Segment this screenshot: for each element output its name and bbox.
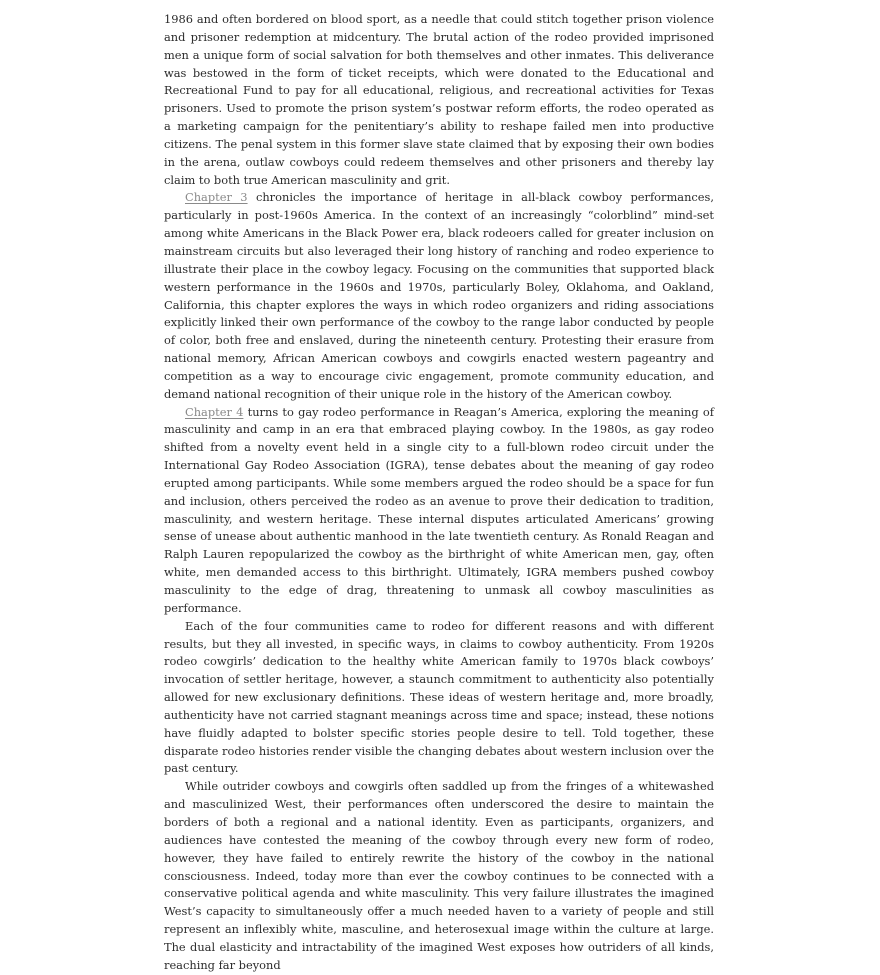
chapter-3-link[interactable]: Chapter 3 bbox=[185, 190, 248, 205]
paragraph-text: chronicles the importance of heritage in all-black cowboy performances, particularly in post-1960s America. In the context of an increasingly “colorblind” mind-set among white Americans in the Black Power era, black rodeoers called for greater inclusion on mainstream circuits but also leveraged their long history of ranching and rodeo experience to illustrate their place in the cowboy legacy. Focusing on the communities that supported black western performance in the 1960s and 1970s, particularly Boley, Oklahoma, and Oakland, California, this chapter explores the ways in which rodeo organizers and riding associations explicitly linked their own performance of the cowboy to the range labor conducted by people of color, both free and enslaved, during the nineteenth century. Protesting their erasure from national memory, African American cowboys and cowgirls enacted western pageantry and competition as a way to encourage civic engagement, promote community education, and demand national recognition of their unique role in the history of the American cowboy. bbox=[164, 190, 714, 401]
paragraph-prison-rodeo bbox=[164, 11, 714, 189]
chapter-4-link[interactable]: Chapter 4 bbox=[185, 404, 244, 419]
paragraph-chapter-4 bbox=[164, 404, 714, 618]
paragraph-chapter-3 bbox=[164, 189, 714, 403]
paragraph-outrider-cowboys bbox=[164, 778, 714, 974]
paragraph-text: Each of the four communities came to rodeo for different reasons and with different results, but they all invested, in specific ways, in claims to cowboy authenticity. From 1920s rodeo cowgirls’ dedication to the healthy white American family to 1970s black cowboys’ invocation of settler heritage, however, a staunch commitment to authenticity also potentially allowed for new exclusionary definitions. These ideas of western heritage and, more broadly, authenticity have not carried stagnant meanings across time and space; instead, these notions have fluidly adapted to bolster specific stories people desire to tell. Told together, these disparate rodeo histories render visible the changing debates about western inclusion over the past century. bbox=[164, 618, 715, 776]
paragraph-text: 1986 and often bordered on blood sport, as a needle that could stitch together prison violence and prisoner redemption at midcentury. The brutal action of the rodeo provided imprisoned men a unique form of social salvation for both themselves and other inmates. This deliverance was bestowed in the form of ticket receipts, which were donated to the Educational and Recreational Fund to pay for all educational, religious, and recreational activities for Texas prisoners. Used to promote the prison system’s postwar reform efforts, the rodeo operated as a marketing campaign for the penitentiary’s ability to reshape failed men into productive citizens. The penal system in this former slave state claimed that by exposing their own bodies in the arena, outlaw cowboys could redeem themselves and other prisoners and thereby lay claim to both true American masculinity and grit. bbox=[164, 12, 714, 187]
paragraph-four-communities bbox=[164, 618, 714, 779]
paragraph-text: turns to gay rodeo performance in Reagan’s America, exploring the meaning of masculinity and camp in an era that embraced playing cowboy. In the 1980s, as gay rodeo shifted from a novelty event held in a single city to a full-blown rodeo circuit under the International Gay Rodeo Association (IGRA), tense debates about the meaning of gay rodeo erupted among participants. While some members argued the rodeo should be a space for fun and inclusion, others perceived the rodeo as an avenue to prove their dedication to tradition, masculinity, and western heritage. These internal disputes articulated Americans’ growing sense of unease about authentic manhood in the late twentieth century. As Ronald Reagan and Ralph Lauren repopularized the cowboy as the birthright of white American men, gay, often white, men demanded access to this birthright. Ultimately, IGRA members pushed cowboy masculinity to the edge of drag, threatening to unmask all cowboy masculinities as performance. bbox=[164, 404, 715, 615]
page-body bbox=[164, 11, 714, 975]
paragraph-text: While outrider cowboys and cowgirls often saddled up from the fringes of a whitewashed and masculinized West, their performances often underscored the desire to maintain the borders of both a regional and a national identity. Even as participants, organizers, and audiences have contested the meaning of the cowboy through every new form of rodeo, however, they have failed to entirely rewrite the history of the cowboy in the national consciousness. Indeed, today more than ever the cowboy continues to be connected with a conservative political agenda and white masculinity. This very failure illustrates the imagined West’s capacity to simultaneously offer a much needed haven to a variety of people and still represent an inflexibly white, masculine, and heterosexual image within the culture at large. The dual elasticity and intractability of the imagined West exposes how outriders of all kinds, reaching far beyond bbox=[164, 779, 714, 972]
